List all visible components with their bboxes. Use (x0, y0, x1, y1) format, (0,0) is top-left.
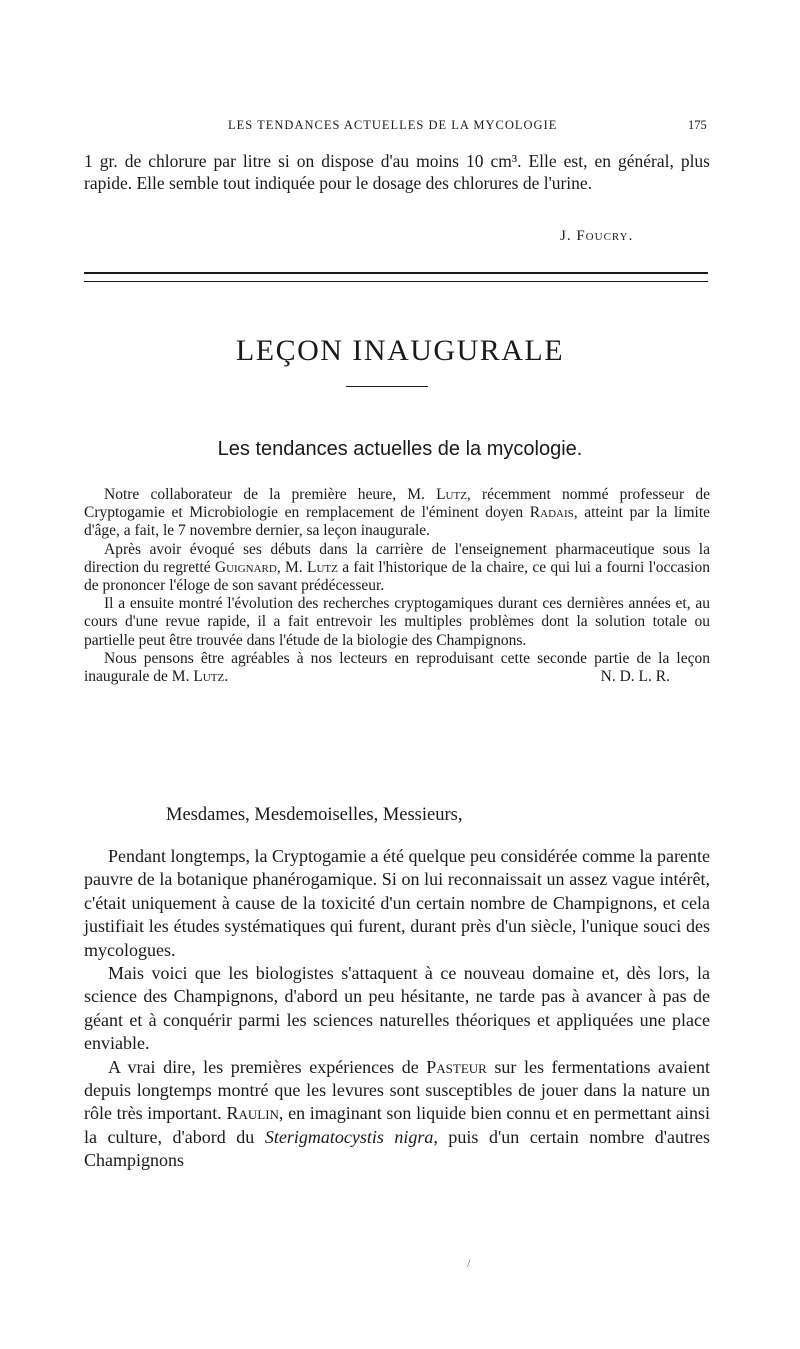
text-run: , puis d'un certain nombre d'autres Champignons (84, 1126, 710, 1171)
editor-note-paragraph-4 (84, 650, 710, 686)
body-paragraph-2: Mais voici que les biologistes s'attaquent à ce nouveau domaine et, dès lors, la science des Champignons, d'abord un peu hésitante, ne tarde pas à avancer à pas de géant et à conquérir parmi les sciences naturelles théoriques et appliquées une place enviable. (84, 963, 710, 1054)
section-rule-thin (84, 281, 708, 282)
text-run: , atteint par la limite d'âge, a fait, le 7 novembre dernier, sa leçon inaugurale. (84, 504, 710, 540)
text-run: A vrai dire, les premières expériences de (108, 1056, 427, 1077)
species-name: Sterigmatocystis nigra (264, 1126, 434, 1147)
text-run: Après avoir évoqué ses débuts dans la carrière de l'enseignement pharmaceutique sous la direction du regretté (84, 540, 710, 576)
person-name: Pasteur (426, 1056, 487, 1077)
title-rule (346, 386, 428, 387)
text-run: a fait l'historique de la chaire, ce qui lui a fourni l'occasion de prononcer l'éloge de son savant prédécesseur. (84, 558, 710, 595)
body-paragraph-3 (84, 1056, 710, 1173)
editor-note-paragraph-1 (84, 486, 710, 541)
person-name: Guignard (214, 558, 277, 576)
person-name: Radais (529, 504, 574, 522)
body-paragraph-1: Pendant longtemps, la Cryptogamie a été quelque peu considérée comme la parente pauvre de la botanique phanérogamique. Si on lui reconnaissait un assez vague intérêt, c'était uniquement à cause de la toxicité d'un certain nombre de Champignons, et cela justifiait les études systématiques qui furent, durant près d'un siècle, l'unique souci des mycologues. (84, 846, 710, 960)
text-run: sur les fermentations avaient depuis longtemps montré que les levures sont susceptibles de jouer dans la nature un rôle très important. (84, 1056, 710, 1124)
author-name: Lutz (193, 668, 225, 686)
salutation: Mesdames, Mesdemoiselles, Messieurs, (166, 805, 463, 825)
section-rule-thick (84, 272, 708, 274)
print-mark: / (467, 1256, 471, 1270)
text-run: Notre collaborateur de la première heure, M. (104, 486, 437, 503)
lecture-body (84, 845, 710, 1173)
text-run: , en imaginant son liquide bien connu et en permettant ainsi la culture, d'abord du (84, 1103, 710, 1147)
text-run: Nous pensons être agréables à nos lecteurs en reproduisant cette seconde partie de la leçon inaugurale de M. (84, 649, 710, 686)
person-name: Raulin (226, 1103, 279, 1124)
text-run: , récemment nommé professeur de Cryptogamie et Microbiologie en remplacement de l'éminent doyen (84, 486, 710, 522)
intro-paragraph: 1 gr. de chlorure par litre si on dispose d'au moins 10 cm³. Elle est, en général, plus rapide. Elle semble tout indiquée pour le dosage des chlorures de l'urine. (84, 151, 710, 193)
article-subtitle: Les tendances actuelles de la mycologie. (217, 438, 583, 460)
author-name: Lutz (436, 486, 467, 503)
text-run: , M. (276, 558, 308, 576)
editor-note-paragraph-3: Il a ensuite montré l'évolution des recherches cryptogamiques durant ces dernières années et, au cours d'une revue rapide, il a fait entrevoir les multiples problèmes dont la solution totale ou partielle peut être trouvée dans l'étude de la biologie des Champignons. (84, 595, 710, 649)
running-head: LES TENDANCES ACTUELLES DE LA MYCOLOGIE (228, 118, 558, 132)
author-name: Lutz (307, 558, 338, 576)
page-number: 175 (688, 118, 707, 132)
editor-note-paragraph-2 (84, 541, 710, 596)
editor-signature: N. D. L. R. (600, 668, 670, 686)
article-title: LEÇON INAUGURALE (235, 334, 565, 367)
intro-signature: J. Foucry. (560, 228, 634, 244)
text-run: . (224, 668, 229, 686)
editor-note (84, 486, 710, 686)
